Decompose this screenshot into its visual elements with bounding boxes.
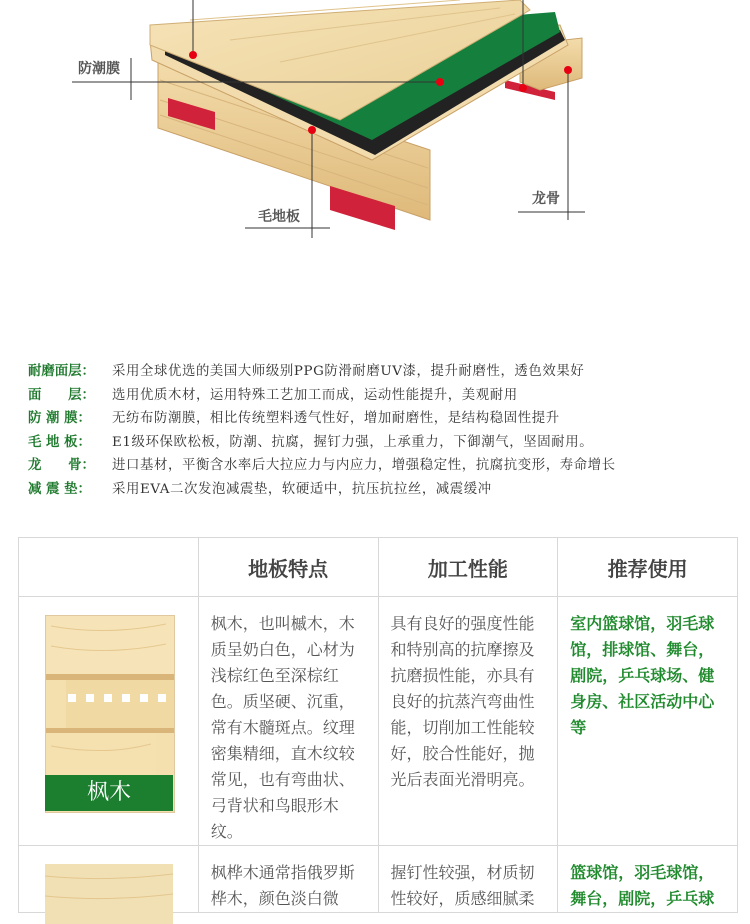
callout-dot-1 — [189, 51, 197, 59]
spec-key: 减 震 垫： — [28, 481, 91, 497]
layer-spec-list — [28, 360, 738, 501]
table-header-empty — [19, 538, 199, 597]
spec-row — [28, 478, 738, 502]
usage-text: 室内篮球馆，羽毛球馆，排球馆、舞台，剧院，乒乓球场、健身房、社区活动中心等 — [570, 614, 715, 737]
table-header-usage: 推荐使用 — [558, 538, 738, 597]
callout-dot-2 — [436, 78, 444, 86]
spec-row — [28, 384, 738, 408]
spec-row — [28, 454, 738, 478]
spec-row — [28, 407, 738, 431]
processing-text: 握钉性较强，材质韧性较好，质感细腻柔 — [390, 863, 535, 908]
spec-key: 防 潮 膜： — [28, 411, 91, 426]
usage-text: 篮球馆，羽毛球馆，舞台，剧院，乒乓球 — [570, 863, 715, 908]
spec-value: 进口基材，平衡含水率后大拉应力与内应力，增强稳定性，抗腐抗变形，寿命增长 — [112, 458, 616, 473]
callout-dot-5 — [564, 66, 572, 74]
table-header-row — [19, 538, 738, 597]
spec-value: 采用全球优选的美国大师级别PPG防滑耐磨UV漆，提升耐磨性，透色效果好 — [112, 364, 585, 379]
features-text: 枫木，也叫槭木，木质呈奶白色，心材为浅棕红色至深棕红色。质坚硬、沉重，常有木髓斑点。纹理密集精细，直木纹较常见，也有弯曲状、弓背状和鸟眼形木纹。 — [210, 614, 355, 841]
usage-cell — [558, 597, 738, 846]
spec-row — [28, 431, 738, 455]
spec-value: 选用优质木材，运用特殊工艺加工而成，运动性能提升，美观耐用 — [112, 387, 518, 403]
table-header-processing: 加工性能 — [378, 538, 558, 597]
spec-value: 采用EVA二次发泡减震垫，软硬适中，抗压抗拉丝，减震缓冲 — [112, 481, 492, 497]
label-keel: 龙骨 — [532, 191, 560, 207]
spec-row — [28, 360, 738, 384]
table-header-features: 地板特点 — [198, 538, 378, 597]
spec-key: 耐磨面层： — [28, 364, 95, 379]
spec-key: 龙 骨： — [28, 458, 95, 473]
callout-dot-4 — [519, 84, 527, 92]
label-sub-floor: 毛地板 — [258, 209, 300, 225]
usage-cell — [558, 846, 738, 913]
spec-key: 毛 地 板： — [28, 434, 91, 450]
table-row — [19, 597, 738, 846]
birch-wood-image — [45, 864, 173, 924]
processing-cell — [378, 597, 558, 846]
features-cell — [198, 597, 378, 846]
table-row — [19, 846, 738, 913]
processing-text: 具有良好的强度性能和特别高的抗摩擦及抗磨损性能，亦具有良好的抗蒸汽弯曲性能，切削加工性能较好，胶合性能好，抛光后表面光滑明亮。 — [390, 614, 535, 789]
wood-name-label: 枫木 — [45, 775, 173, 811]
label-moisture-film: 防潮膜 — [78, 61, 120, 77]
spec-value: E1级环保欧松板，防潮、抗腐，握钉力强，上承重力，下御潮气，坚固耐用。 — [112, 434, 594, 450]
features-text: 枫桦木通常指俄罗斯桦木，颜色淡白微 — [210, 863, 355, 908]
callout-dot-3 — [308, 126, 316, 134]
spec-key: 面 层： — [28, 387, 95, 403]
wood-image-cell — [19, 846, 199, 913]
spec-value: 无纺布防潮膜，相比传统塑料透气性好，增加耐磨性，是结构稳固性提升 — [112, 411, 560, 426]
features-cell — [198, 846, 378, 913]
floor-structure-diagram — [0, 0, 750, 350]
wood-comparison-table — [18, 537, 738, 913]
wood-image-cell — [19, 597, 199, 846]
processing-cell — [378, 846, 558, 913]
